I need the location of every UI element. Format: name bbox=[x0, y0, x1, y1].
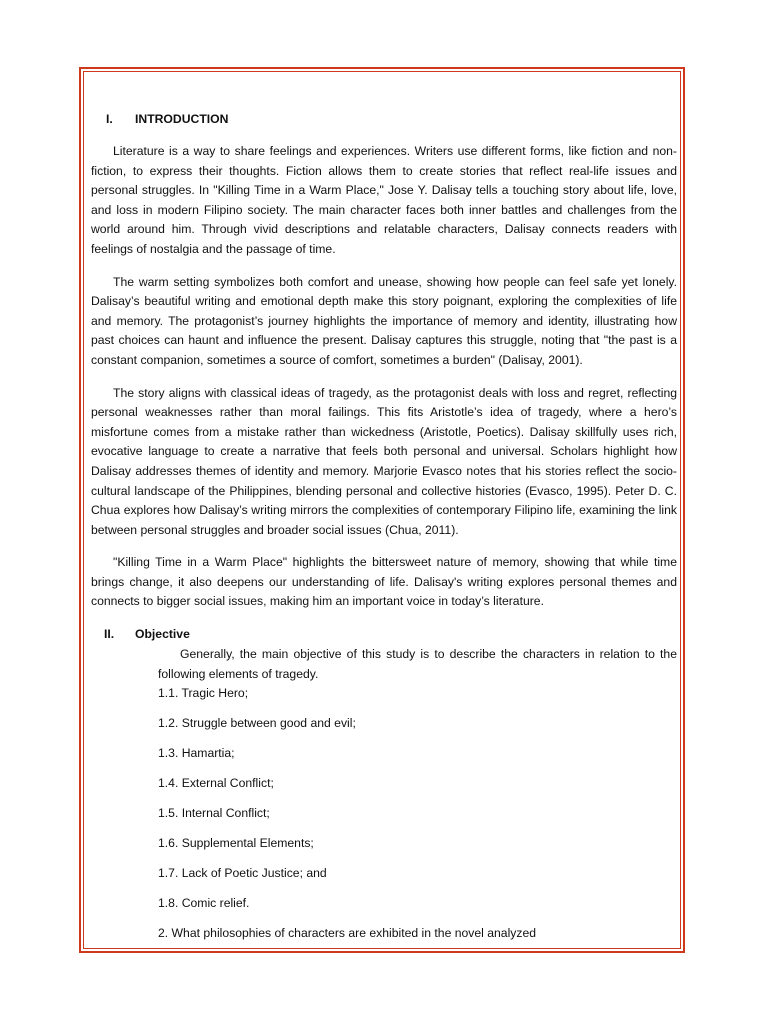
section-title: INTRODUCTION bbox=[135, 112, 229, 126]
objective-list bbox=[158, 684, 677, 944]
list-item: 1.5. Internal Conflict; bbox=[158, 806, 270, 821]
intro-paragraph-3: The story aligns with classical ideas of tragedy, as the protagonist deals with loss and regret, reflecting personal weaknesses rather than moral failings. This fits Aristotle’s idea of tragedy, where a hero’s misfortune comes from a mistake rather than wickedness (Aristotle, Poetics). Dalisay skillfully uses rich, evocative language to create a narrative that feels both personal and universal. Scholars highlight how Dalisay addresses themes of identity and memory. Marjorie Evasco notes that his stories reflect the socio-cultural landscape of the Philippines, blending personal and collective histories (Evasco, 1995). Peter D. C. Chua explores how Dalisay’s writing mirrors the complexities of contemporary Filipino life, examining the link between personal struggles and broader social issues (Chua, 2011). bbox=[91, 385, 677, 537]
objective-intro: Generally, the main objective of this study is to describe the characters in relation to the following elements of tragedy. bbox=[158, 647, 677, 681]
list-item: 1.8. Comic relief. bbox=[158, 896, 250, 911]
list-item: 1.7. Lack of Poetic Justice; and bbox=[158, 866, 327, 881]
list-item: 2. What philosophies of characters are exhibited in the novel analyzed bbox=[158, 926, 537, 941]
section-number: I. bbox=[106, 112, 113, 126]
objective-heading bbox=[91, 625, 677, 645]
introduction-heading bbox=[91, 110, 677, 130]
list-item: 1.4. External Conflict; bbox=[158, 776, 274, 791]
section-number: II. bbox=[104, 627, 115, 642]
intro-paragraph-1: Literature is a way to share feelings and experiences. Writers use different forms, like fiction and non-fiction, to express their thoughts. Fiction allows them to create stories that reflect real-life issues and personal struggles. In "Killing Time in a Warm Place," Jose Y. Dalisay tells a touching story about life, love, and loss in modern Filipino society. The main character faces both inner battles and challenges from the world around him. Through vivid descriptions and relatable characters, Dalisay connects readers with feelings of nostalgia and the passage of time. bbox=[91, 144, 677, 256]
list-item: 1.1. Tragic Hero; bbox=[158, 686, 249, 701]
list-item: 1.2. Struggle between good and evil; bbox=[158, 716, 356, 731]
intro-paragraph-4: "Killing Time in a Warm Place" highlights the bittersweet nature of memory, showing that while time brings change, it also deepens our understanding of life. Dalisay's writing explores personal themes and connects to bigger social issues, making him an important voice in today’s literature. bbox=[91, 555, 677, 609]
document-content bbox=[91, 110, 677, 954]
intro-paragraph-2: The warm setting symbolizes both comfort and unease, showing how people can feel safe yet lonely. Dalisay’s beautiful writing and emotional depth make this story poignant, exploring the complexities of life and memory. The protagonist’s journey highlights the importance of memory and identity, illustrating how past choices can haunt and influence the present. Dalisay captures this struggle, noting that "the past is a constant companion, sometimes a source of comfort, sometimes a burden" (Dalisay, 2001). bbox=[91, 274, 677, 367]
list-item: 1.6. Supplemental Elements; bbox=[158, 836, 314, 851]
section-title: Objective bbox=[135, 627, 190, 642]
list-item: 1.3. Hamartia; bbox=[158, 746, 235, 761]
